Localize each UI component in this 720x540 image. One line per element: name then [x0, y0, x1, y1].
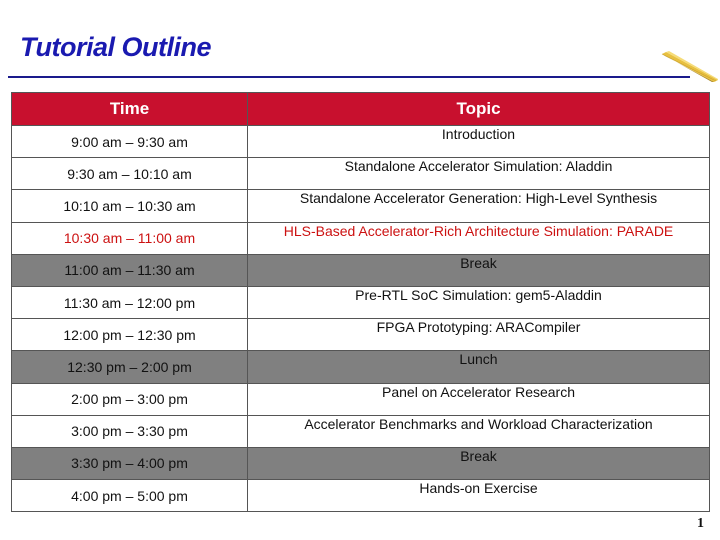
table-row	[12, 190, 710, 222]
table-row	[12, 319, 710, 351]
table-row	[12, 222, 710, 254]
topic-cell: Accelerator Benchmarks and Workload Characterization	[248, 415, 710, 447]
topic-cell: Standalone Accelerator Simulation: Aladdin	[248, 158, 710, 190]
time-cell: 3:30 pm – 4:00 pm	[12, 447, 248, 479]
time-cell: 11:30 am – 12:00 pm	[12, 286, 248, 318]
time-cell: 12:30 pm – 2:00 pm	[12, 351, 248, 383]
schedule-table-body	[12, 126, 710, 512]
column-header-topic: Topic	[248, 93, 710, 126]
topic-cell: FPGA Prototyping: ARACompiler	[248, 319, 710, 351]
topic-cell: Break	[248, 254, 710, 286]
topic-cell: Panel on Accelerator Research	[248, 383, 710, 415]
topic-cell: Hands-on Exercise	[248, 480, 710, 512]
column-header-time: Time	[12, 93, 248, 126]
pen-icon	[660, 50, 720, 84]
time-cell: 11:00 am – 11:30 am	[12, 254, 248, 286]
time-cell: 9:30 am – 10:10 am	[12, 158, 248, 190]
title-underline	[8, 76, 690, 78]
time-cell: 9:00 am – 9:30 am	[12, 126, 248, 158]
table-row	[12, 254, 710, 286]
slide-title: Tutorial Outline	[20, 32, 212, 62]
table-row	[12, 383, 710, 415]
time-cell: 2:00 pm – 3:00 pm	[12, 383, 248, 415]
table-row	[12, 126, 710, 158]
topic-cell: HLS-Based Accelerator-Rich Architecture Simulation: PARADE	[248, 222, 710, 254]
table-row	[12, 158, 710, 190]
time-cell: 3:00 pm – 3:30 pm	[12, 415, 248, 447]
table-row	[12, 415, 710, 447]
topic-cell: Introduction	[248, 126, 710, 158]
table-header-row	[12, 93, 710, 126]
time-cell: 10:10 am – 10:30 am	[12, 190, 248, 222]
topic-cell: Pre-RTL SoC Simulation: gem5-Aladdin	[248, 286, 710, 318]
table-row	[12, 480, 710, 512]
topic-cell: Lunch	[248, 351, 710, 383]
topic-cell: Standalone Accelerator Generation: High-Level Synthesis	[248, 190, 710, 222]
time-cell: 4:00 pm – 5:00 pm	[12, 480, 248, 512]
page-number: 1	[697, 516, 704, 531]
time-cell: 12:00 pm – 12:30 pm	[12, 319, 248, 351]
table-row	[12, 351, 710, 383]
time-cell: 10:30 am – 11:00 am	[12, 222, 248, 254]
table-row	[12, 447, 710, 479]
schedule-table	[11, 92, 710, 512]
table-row	[12, 286, 710, 318]
topic-cell: Break	[248, 447, 710, 479]
